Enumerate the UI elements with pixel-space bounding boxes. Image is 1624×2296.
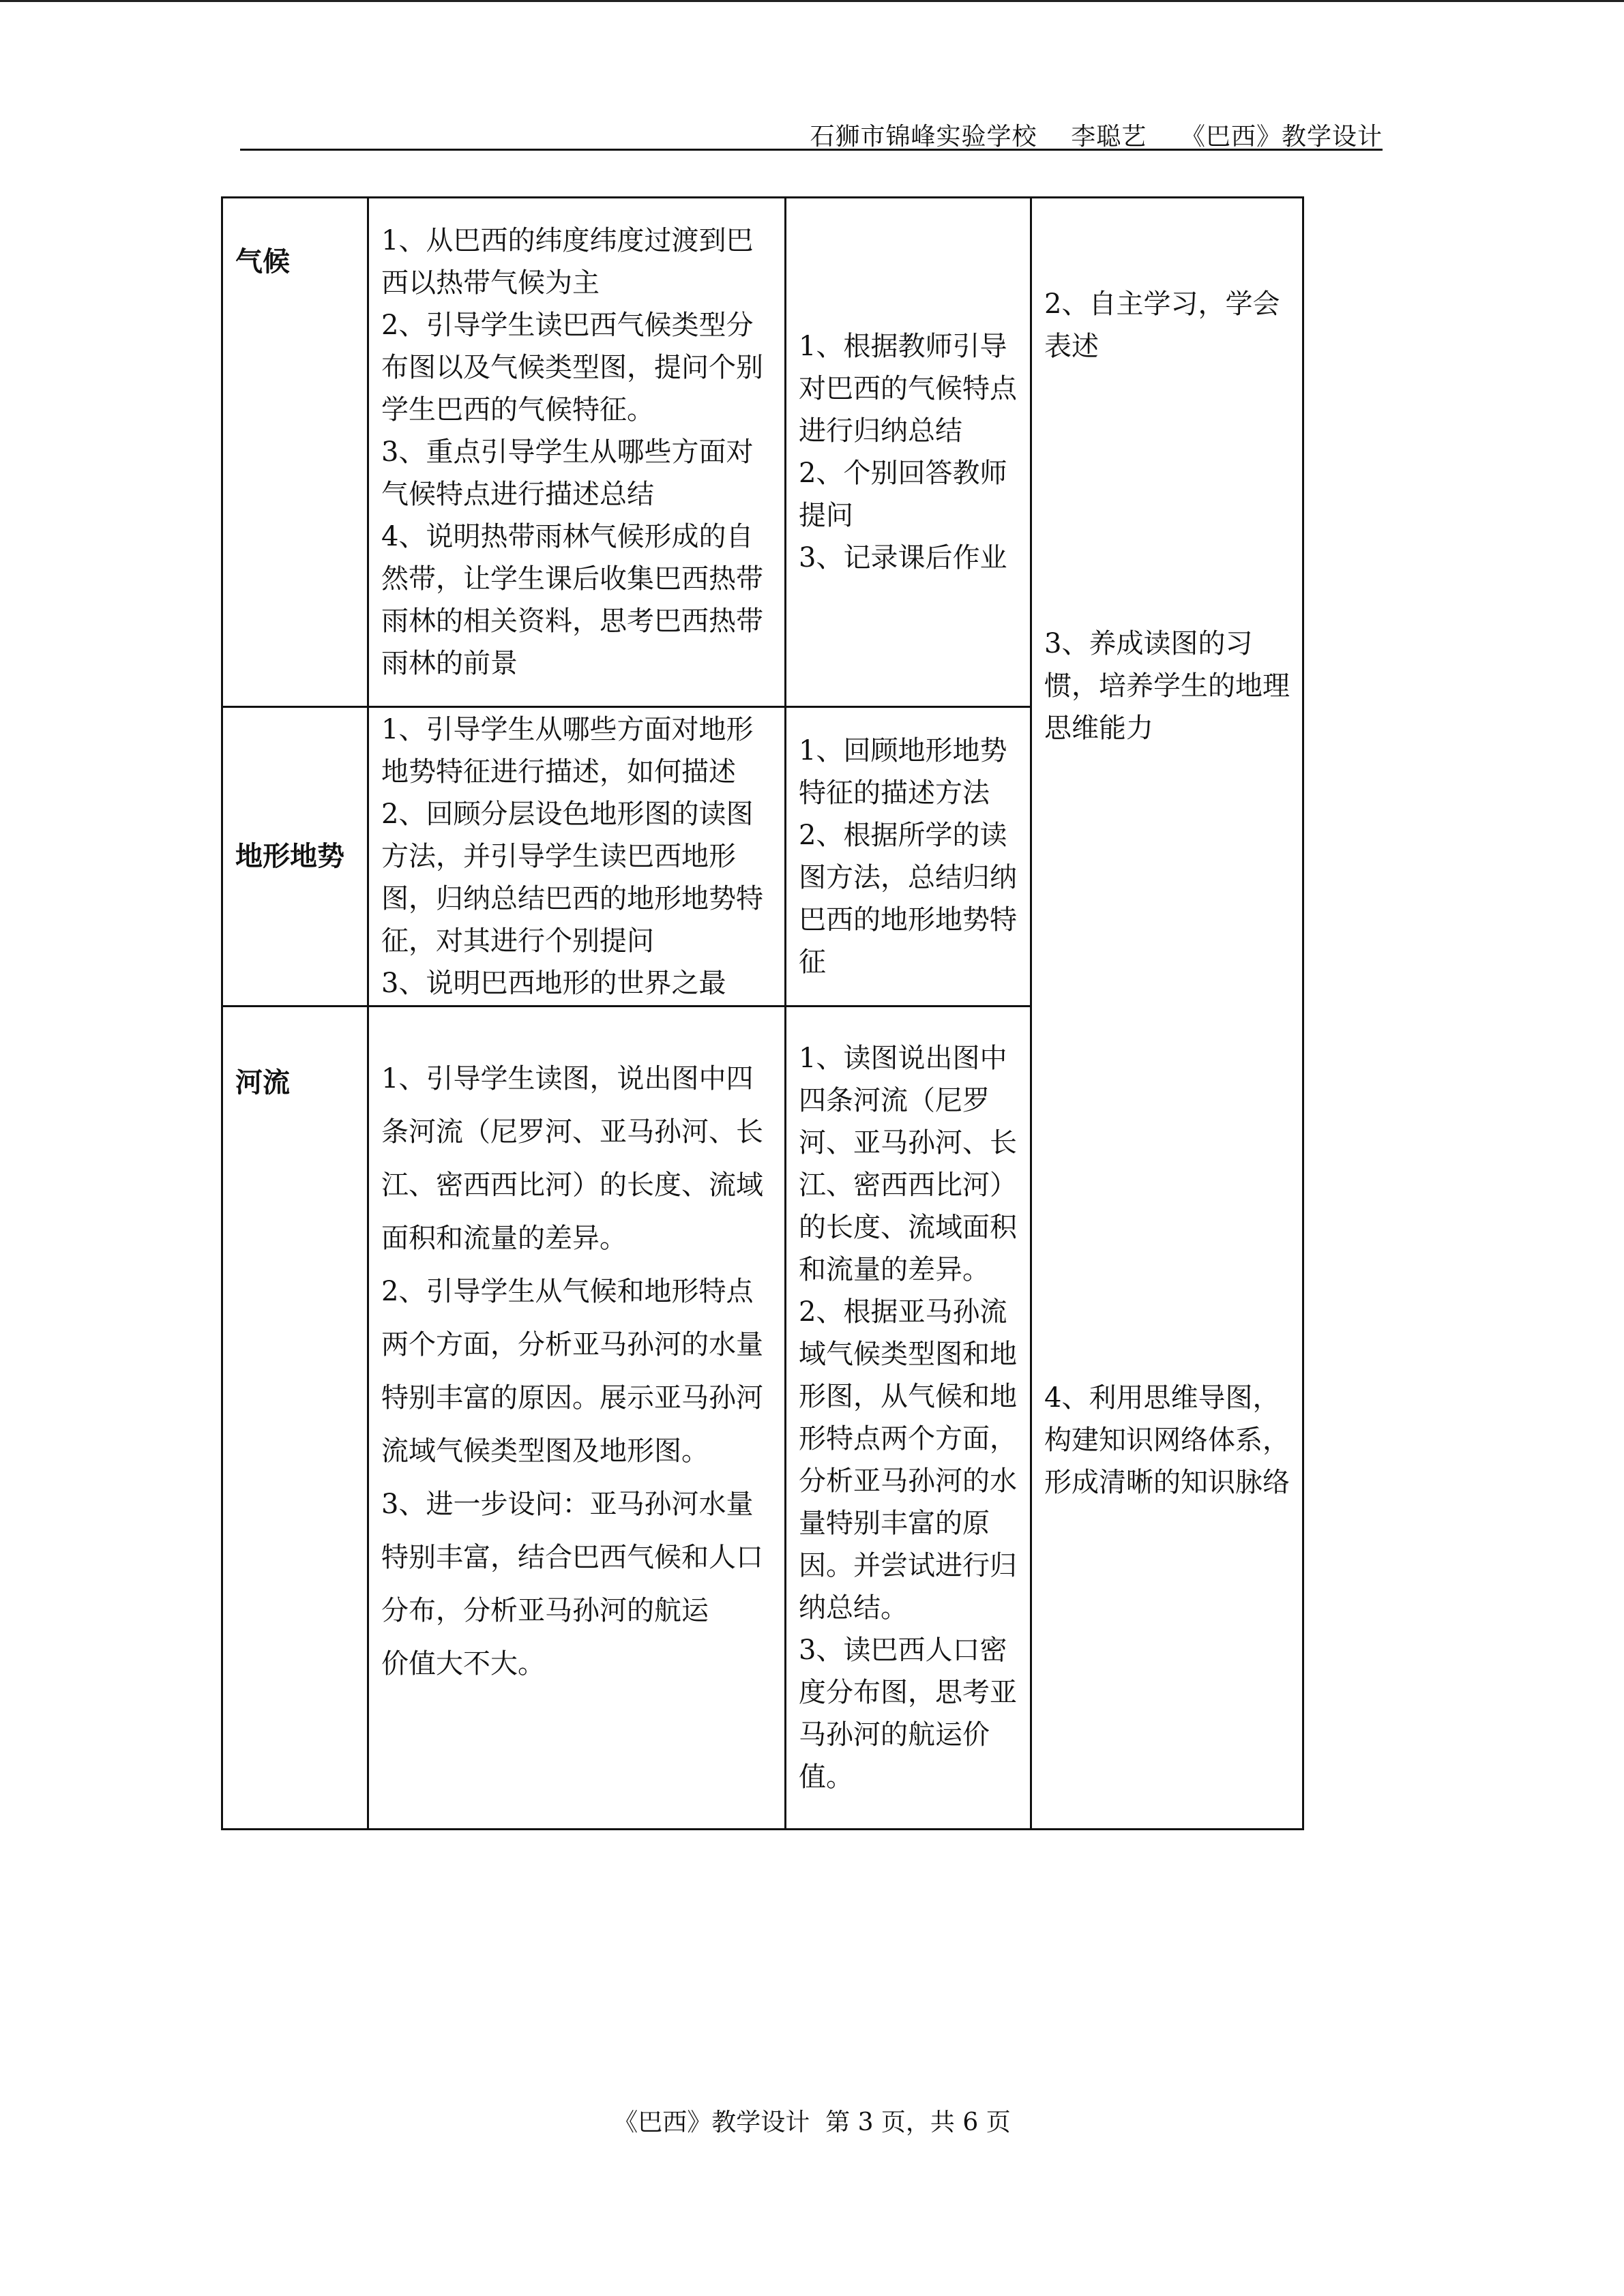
text-line: 形图，从气候和地: [799, 1381, 1017, 1412]
text-line: 巴西的地形地势特: [799, 904, 1017, 936]
text-line: 4、利用思维导图，: [1044, 1382, 1280, 1414]
text-line: 江、密西西比河）: [799, 1169, 1017, 1201]
text-line: 图，归纳总结巴西的地形地势特: [381, 883, 763, 914]
student-activity-cell: [786, 198, 1031, 707]
text-line: 雨林的前景: [381, 648, 518, 679]
design-intent-cell: [1031, 198, 1303, 1830]
text-line: 思维能力: [1044, 713, 1153, 744]
text-line: 然带，让学生课后收集巴西热带: [381, 563, 763, 595]
goal-block: [1044, 283, 1290, 368]
text-line: 特别丰富的原因。展示亚马孙河: [381, 1382, 763, 1414]
topic-cell: [222, 198, 368, 707]
header-text: 石狮市锦峰实验学校 李聪艺 《巴西》教学设计: [810, 123, 1383, 151]
text-line: 学生巴西的气候特征。: [381, 394, 654, 426]
text-line: 2、回顾分层设色地形图的读图: [381, 799, 754, 830]
text-line: 河、亚马孙河、长: [799, 1127, 1017, 1159]
text-line: 3、说明巴西地形的世界之最: [381, 968, 726, 999]
text-line: 3、重点引导学生从哪些方面对: [381, 436, 754, 468]
text-line: 1、引导学生从哪些方面对地形: [381, 714, 754, 745]
text-line: 量特别丰富的原: [799, 1508, 990, 1539]
topic-cell: [222, 1007, 368, 1830]
text-line: 方法，并引导学生读巴西地形: [381, 841, 736, 872]
text-line: 征，对其进行个别提问: [381, 925, 654, 957]
text-line: 表述: [1044, 331, 1099, 362]
goal-block: [1044, 623, 1290, 749]
text-line: 江、密西西比河）的长度、流域: [381, 1169, 763, 1201]
text-line: 征: [799, 946, 826, 978]
topic-label: 地形地势: [235, 841, 344, 872]
text-line: 形特点两个方面，: [799, 1423, 1017, 1455]
text-line: 3、记录课后作业: [799, 542, 1007, 573]
table-row: [222, 198, 1303, 707]
text-line: 两个方面，分析亚马孙河的水量: [381, 1329, 763, 1360]
topic-cell: [222, 707, 368, 1007]
text-line: 西以热带气候为主: [381, 267, 600, 299]
text-line: 构建知识网络体系，: [1044, 1425, 1290, 1456]
text-line: 1、读图说出图中: [799, 1043, 1007, 1074]
teacher-activity-cell: [368, 198, 786, 707]
text-line: 对巴西的气候特点: [799, 373, 1017, 404]
text-line: 2、根据所学的读: [799, 820, 1007, 851]
page-top-border: [0, 0, 1624, 2]
student-activity-cell: [786, 707, 1031, 1007]
text-line: 提问: [799, 500, 853, 531]
text-line: 条河流（尼罗河、亚马孙河、长: [381, 1116, 763, 1148]
text-line: 四条河流（尼罗: [799, 1085, 990, 1116]
text-line: 3、读巴西人口密: [799, 1635, 1007, 1666]
text-line: 的长度、流域面积: [799, 1212, 1017, 1243]
text-line: 1、从巴西的纬度纬度过渡到巴: [381, 225, 754, 256]
text-line: 纳总结。: [799, 1592, 908, 1624]
text-line: 2、个别回答教师: [799, 458, 1007, 489]
text-line: 值。: [799, 1761, 853, 1793]
text-line: 特别丰富，结合巴西气候和人口: [381, 1542, 763, 1573]
text-line: 地势特征进行描述，如何描述: [381, 756, 736, 788]
page-footer: 《巴西》教学设计 第 3 页，共 6 页: [613, 2108, 1011, 2136]
text-line: 特征的描述方法: [799, 777, 990, 809]
goal-block: [1044, 1377, 1290, 1504]
text-line: 2、自主学习，学会: [1044, 288, 1280, 320]
student-activity-cell: [786, 1007, 1031, 1830]
text-line: 布图以及气候类型图，提问个别: [381, 352, 763, 383]
lesson-plan-table: [221, 196, 1304, 1830]
text-line: 面积和流量的差异。: [381, 1223, 627, 1254]
text-line: 3、进一步设问：亚马孙河水量: [381, 1489, 754, 1520]
teacher-activity-cell: [368, 707, 786, 1007]
text-line: 2、引导学生读巴西气候类型分: [381, 310, 754, 341]
text-line: 4、说明热带雨林气候形成的自: [381, 521, 754, 552]
text-line: 因。并尝试进行归: [799, 1550, 1017, 1581]
text-line: 分布，分析亚马孙河的航运: [381, 1595, 709, 1626]
text-line: 2、引导学生从气候和地形特点: [381, 1276, 754, 1307]
text-line: 2、根据亚马孙流: [799, 1296, 1007, 1328]
topic-label: 河流: [235, 1067, 290, 1099]
teacher-activity-cell: [368, 1007, 786, 1830]
text-line: 3、养成读图的习: [1044, 628, 1253, 659]
text-line: 流域气候类型图及地形图。: [381, 1435, 709, 1467]
page-header: [240, 113, 1383, 151]
text-line: 图方法，总结归纳: [799, 862, 1017, 893]
text-line: 形成清晰的知识脉络: [1044, 1467, 1290, 1498]
text-line: 马孙河的航运价: [799, 1719, 990, 1750]
text-line: 分析亚马孙河的水: [799, 1465, 1017, 1497]
text-line: 1、回顾地形地势: [799, 735, 1007, 766]
text-line: 1、引导学生读图，说出图中四: [381, 1063, 754, 1094]
text-line: 1、根据教师引导: [799, 331, 1007, 362]
text-line: 度分布图，思考亚: [799, 1677, 1017, 1708]
text-line: 雨林的相关资料，思考巴西热带: [381, 606, 763, 637]
text-line: 域气候类型图和地: [799, 1339, 1017, 1370]
text-line: 进行归纳总结: [799, 415, 962, 447]
text-line: 价值大不大。: [381, 1648, 545, 1680]
text-line: 和流量的差异。: [799, 1254, 990, 1285]
text-line: 惯，培养学生的地理: [1044, 670, 1290, 702]
text-line: 气候特点进行描述总结: [381, 479, 654, 510]
topic-label: 气候: [235, 246, 290, 278]
